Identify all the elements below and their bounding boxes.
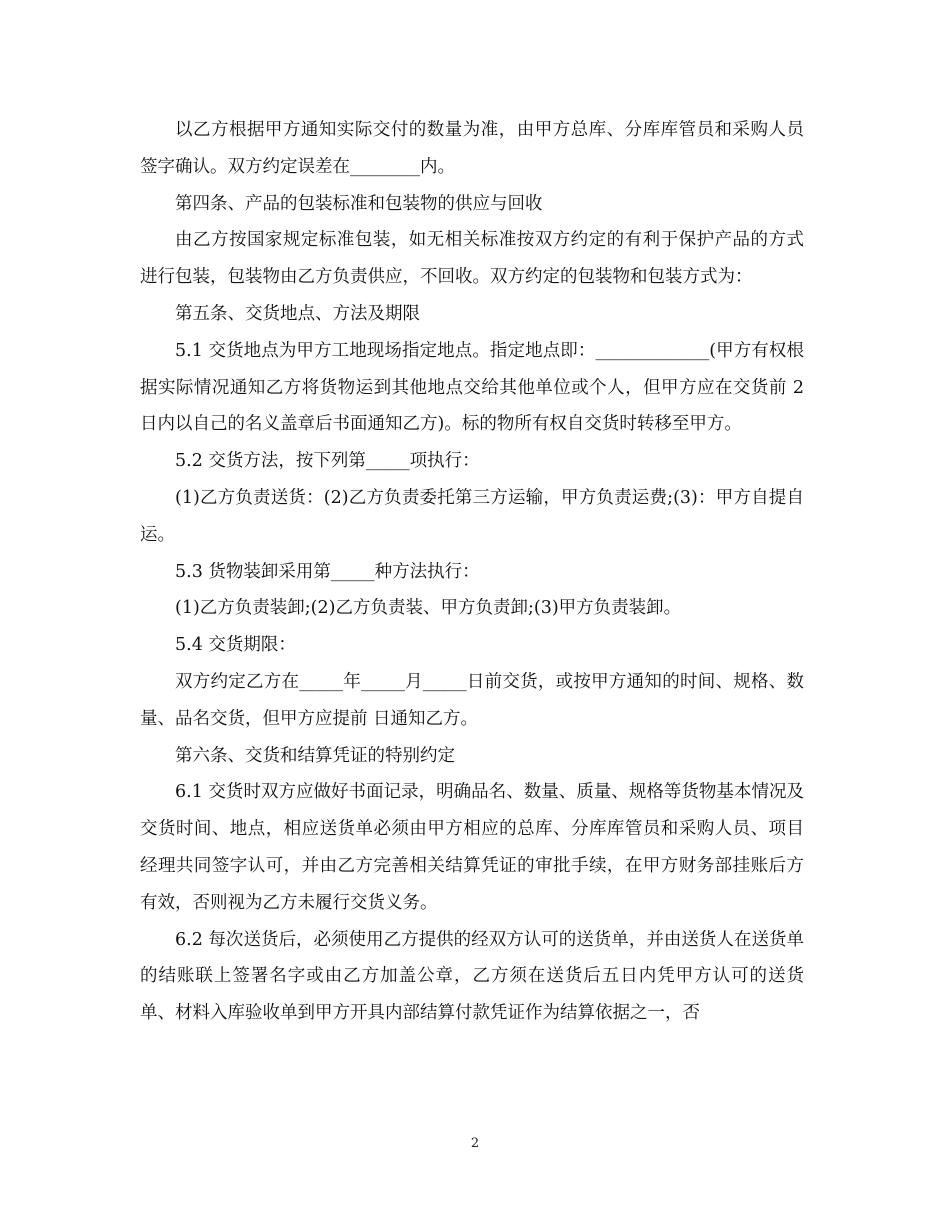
document-body <box>140 112 810 1032</box>
paragraph-5-3: 5.3 货物装卸采用第_____种方法执行： <box>175 561 480 582</box>
paragraph-5-4: 5.4 交货期限： <box>175 635 296 656</box>
paragraph-delivery-deadline: 双方约定乙方在_____年_____月_____日前交货，或按甲方通知的时间、规格、数量、品名交货，但甲方应提前 日通知乙方。 <box>140 671 804 729</box>
heading-article-5: 第五条、交货地点、方法及期限 <box>175 303 420 324</box>
paragraph-error-tolerance: 以乙方根据甲方通知实际交付的数量为准，由甲方总库、分库库管员和采购人员签字确认。双方约定误差在________内。 <box>140 120 804 177</box>
page-number: 2 <box>470 1136 480 1151</box>
heading-article-4: 第四条、产品的包装标准和包装物的供应与回收 <box>175 193 543 214</box>
paragraph-5-2: 5.2 交货方法，按下列第_____项执行： <box>175 451 480 472</box>
paragraph-5-3-options: (1)乙方负责装卸;(2)乙方负责装、甲方负责卸;(3)甲方负责装卸。 <box>175 598 682 619</box>
paragraph-6-1: 6.1 交货时双方应做好书面记录，明确品名、数量、质量、规格等货物基本情况及交货时间、地点，相应送货单必须由甲方相应的总库、分库库管员和采购人员、项目经理共同签字认可，并由乙方完善相关结算凭证的审批手续，在甲方财务部挂账后方有效，否则视为乙方未履行交货义务。 <box>140 782 804 913</box>
paragraph-packaging: 由乙方按国家规定标准包装，如无相关标准按双方约定的有利于保护产品的方式进行包装，包装物由乙方负责供应，不回收。双方约定的包装物和包装方式为： <box>140 230 804 288</box>
paragraph-5-1: 5.1 交货地点为甲方工地现场指定地点。指定地点即：_____________(甲方有权根据实际情况通知乙方将货物运到其他地点交给其他单位或个人，但甲方应在交货前 2 日内以自己的名义盖章后书面通知乙方)。标的物所有权自交货时转移至甲方。 <box>140 340 810 435</box>
paragraph-6-2: 6.2 每次送货后，必须使用乙方提供的经双方认可的送货单，并由送货人在送货单的结账联上签署名字或由乙方加盖公章，乙方须在送货后五日内凭甲方认可的送货单、材料入库验收单到甲方开具内部结算付款凭证作为结算依据之一，否 <box>140 929 804 1024</box>
heading-article-6: 第六条、交货和结算凭证的特别约定 <box>175 745 455 766</box>
paragraph-5-2-options: (1)乙方负责送货：(2)乙方负责委托第三方运输，甲方负责运费;(3)：甲方自提自运。 <box>140 487 804 545</box>
